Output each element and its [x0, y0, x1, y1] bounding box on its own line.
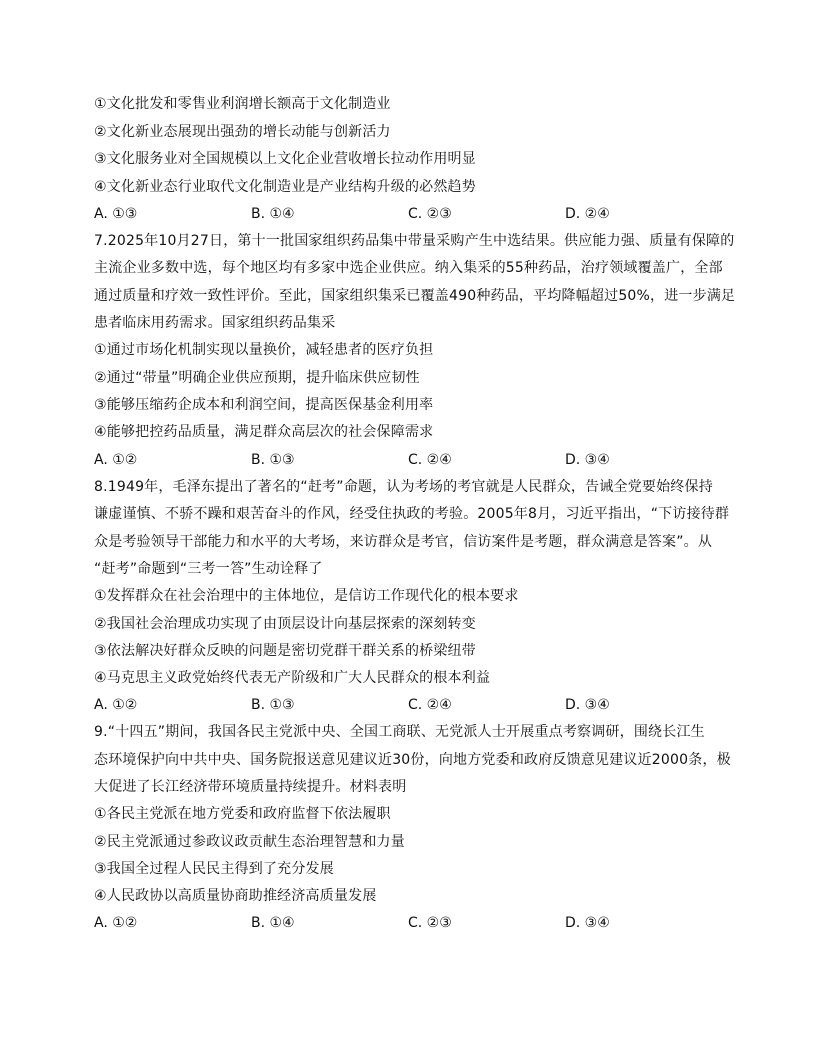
q7-stem-line-4: 患者临床用药需求。国家组织药品集采	[94, 315, 336, 331]
q8-option-d: D. ③④	[565, 697, 610, 713]
q6-option-d: D. ②④	[565, 206, 610, 222]
q7-stem-line-2: 主流企业多数中选，每个地区均有多家中选企业供应。纳入集采的55种药品，治疗领域覆盖广，全部	[94, 260, 723, 276]
q6-item-4: ④文化新业态行业取代文化制造业是产业结构升级的必然趋势	[94, 179, 476, 195]
q8-item-4: ④马克思主义政党始终代表无产阶级和广大人民群众的根本利益	[94, 670, 491, 686]
q9-item-2: ②民主党派通过参政议政贡献生态治理智慧和力量	[94, 834, 405, 850]
q9-option-a: A. ①②	[94, 915, 138, 931]
q9-option-c: C. ②③	[408, 915, 452, 931]
q6-item-1: ①文化批发和零售业利润增长额高于文化制造业	[94, 96, 391, 112]
q7-option-d: D. ③④	[565, 452, 610, 468]
q9-stem-line-1: 9.“十四五”期间，我国各民主党派中央、全国工商联、无党派人士开展重点考察调研，围绕长江生	[94, 724, 705, 740]
q6-item-2: ②文化新业态展现出强劲的增长动能与创新活力	[94, 124, 391, 140]
q6-option-b: B. ①④	[251, 206, 295, 222]
q7-stem-line-3: 通过质量和疗效一致性评价。至此，国家组织集采已覆盖490种药品，平均降幅超过50%，进一步满足	[94, 288, 736, 304]
q8-item-3: ③依法解决好群众反映的问题是密切党群干群关系的桥梁纽带	[94, 643, 476, 659]
q6-option-a: A. ①③	[94, 206, 138, 222]
q7-option-a: A. ①②	[94, 452, 138, 468]
q9-item-1: ①各民主党派在地方党委和政府监督下依法履职	[94, 806, 391, 822]
q7-options	[94, 450, 724, 470]
q8-option-c: C. ②④	[408, 697, 452, 713]
q6-options	[94, 204, 724, 224]
q7-item-4: ④能够把控药品质量，满足群众高层次的社会保障需求	[94, 424, 434, 440]
q9-item-3: ③我国全过程人民民主得到了充分发展	[94, 861, 334, 877]
q8-stem-line-1: 8.1949年，毛泽东提出了著名的“赶考”命题，认为考场的考官就是人民群众，告诫全党要始终保持	[94, 479, 713, 495]
q8-stem-line-3: 众是考验领导干部能力和水平的大考场，来访群众是考官，信访案件是考题，群众满意是答案”。从	[94, 534, 713, 550]
q8-item-2: ②我国社会治理成功实现了由顶层设计向基层探索的深刻转变	[94, 616, 476, 632]
q9-options	[94, 913, 724, 933]
q8-options	[94, 695, 724, 715]
q6-item-3: ③文化服务业对全国规模以上文化企业营收增长拉动作用明显	[94, 151, 476, 167]
q9-option-d: D. ③④	[565, 915, 610, 931]
q9-stem-line-2: 态环境保护向中共中央、国务院报送意见建议近30份，向地方党委和政府反馈意见建议近2000条，极	[94, 752, 731, 768]
q7-option-b: B. ①③	[251, 452, 295, 468]
q7-item-2: ②通过“带量”明确企业供应预期，提升临床供应韧性	[94, 370, 420, 386]
q6-option-c: C. ②③	[408, 206, 452, 222]
q7-stem-line-1: 7.2025年10月27日，第十一批国家组织药品集中带量采购产生中选结果。供应能力强、质量有保障的	[94, 233, 735, 249]
q8-item-1: ①发挥群众在社会治理中的主体地位，是信访工作现代化的根本要求	[94, 588, 519, 604]
q8-option-b: B. ①③	[251, 697, 295, 713]
q9-option-b: B. ①④	[251, 915, 295, 931]
q8-option-a: A. ①②	[94, 697, 138, 713]
q8-stem-line-4: “赶考”命题到“三考一答”生动诠释了	[94, 561, 323, 577]
q8-stem-line-2: 谦虚谨慎、不骄不躁和艰苦奋斗的作风，经受住执政的考验。2005年8月，习近平指出，“下访接待群	[94, 506, 730, 522]
q7-option-c: C. ②④	[408, 452, 452, 468]
q7-item-1: ①通过市场化机制实现以量换价，减轻患者的医疗负担	[94, 342, 434, 358]
q9-item-4: ④人民政协以高质量协商助推经济高质量发展	[94, 888, 377, 904]
q7-item-3: ③能够压缩药企成本和利润空间，提高医保基金利用率	[94, 397, 434, 413]
q9-stem-line-3: 大促进了长江经济带环境质量持续提升。材料表明	[94, 779, 407, 795]
